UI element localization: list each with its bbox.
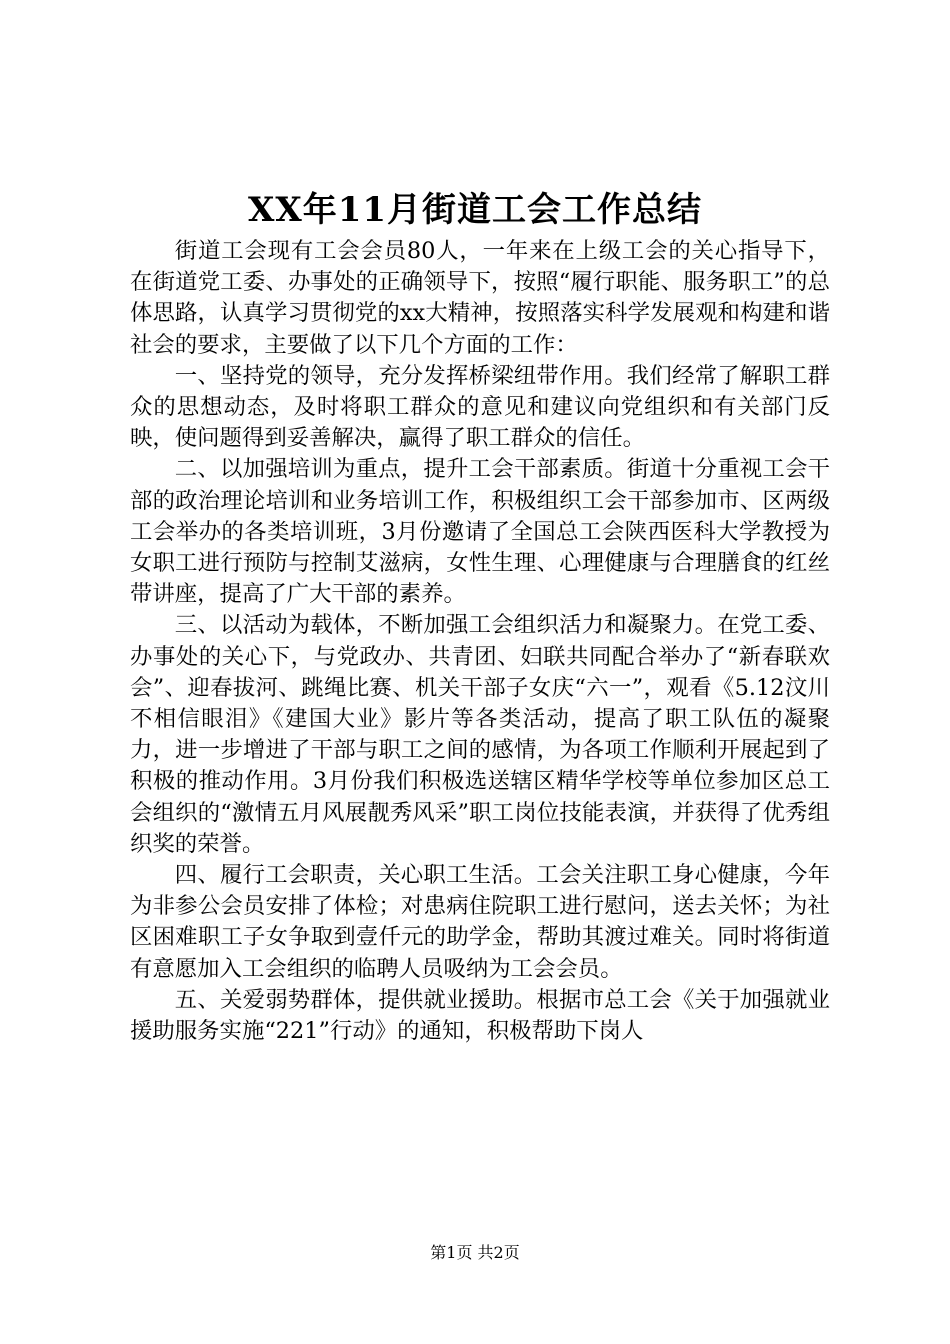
document-body [130, 236, 830, 1047]
document-title: XX年11月街道工会工作总结 [247, 190, 703, 230]
paragraph-4: 四、履行工会职责，关心职工生活。工会关注职工身心健康，今年为非参公会员安排了体检；对患病住院职工进行慰问，送去关怀；为社区困难职工子女争取到壹仟元的助学金，帮助其渡过难关。同时将街道有意愿加入工会组织的临聘人员吸纳为工会会员。 [130, 862, 830, 982]
page-footer: 第1页 共2页 [430, 1243, 520, 1262]
paragraph-5: 五、关爱弱势群体，提供就业援助。根据市总工会《关于加强就业援助服务实施“221”行动》的通知，积极帮助下岗人 [130, 986, 830, 1045]
paragraph-intro: 街道工会现有工会会员80人，一年来在上级工会的关心指导下，在街道党工委、办事处的正确领导下，按照“履行职能、服务职工”的总体思路，认真学习贯彻党的xx大精神，按照落实科学发展观和构建和谐社会的要求，主要做了以下几个方面的工作： [130, 238, 830, 358]
paragraph-1: 一、坚持党的领导，充分发挥桥梁纽带作用。我们经常了解职工群众的思想动态，及时将职工群众的意见和建议向党组织和有关部门反映，使问题得到妥善解决，赢得了职工群众的信任。 [130, 362, 830, 452]
paragraph-3: 三、以活动为载体，不断加强工会组织活力和凝聚力。在党工委、办事处的关心下，与党政办、共青团、妇联共同配合举办了“新春联欢会”、迎春拔河、跳绳比赛、机关干部子女庆“六一”，观看《5.12汶川不相信眼泪》《建国大业》影片等各类活动，提高了职工队伍的凝聚力，进一步增进了干部与职工之间的感情，为各项工作顺利开展起到了积极的推动作用。3月份我们积极选送辖区精华学校等单位参加区总工会组织的“激情五月风展靓秀风采”职工岗位技能表演，并获得了优秀组织奖的荣誉。 [130, 612, 830, 857]
paragraph-2: 二、以加强培训为重点，提升工会干部素质。街道十分重视工会干部的政治理论培训和业务培训工作，积极组织工会干部参加市、区两级工会举办的各类培训班，3月份邀请了全国总工会陕西医科大学教授为女职工进行预防与控制艾滋病，女性生理、心理健康与合理膳食的红丝带讲座，提高了广大干部的素养。 [130, 456, 830, 608]
